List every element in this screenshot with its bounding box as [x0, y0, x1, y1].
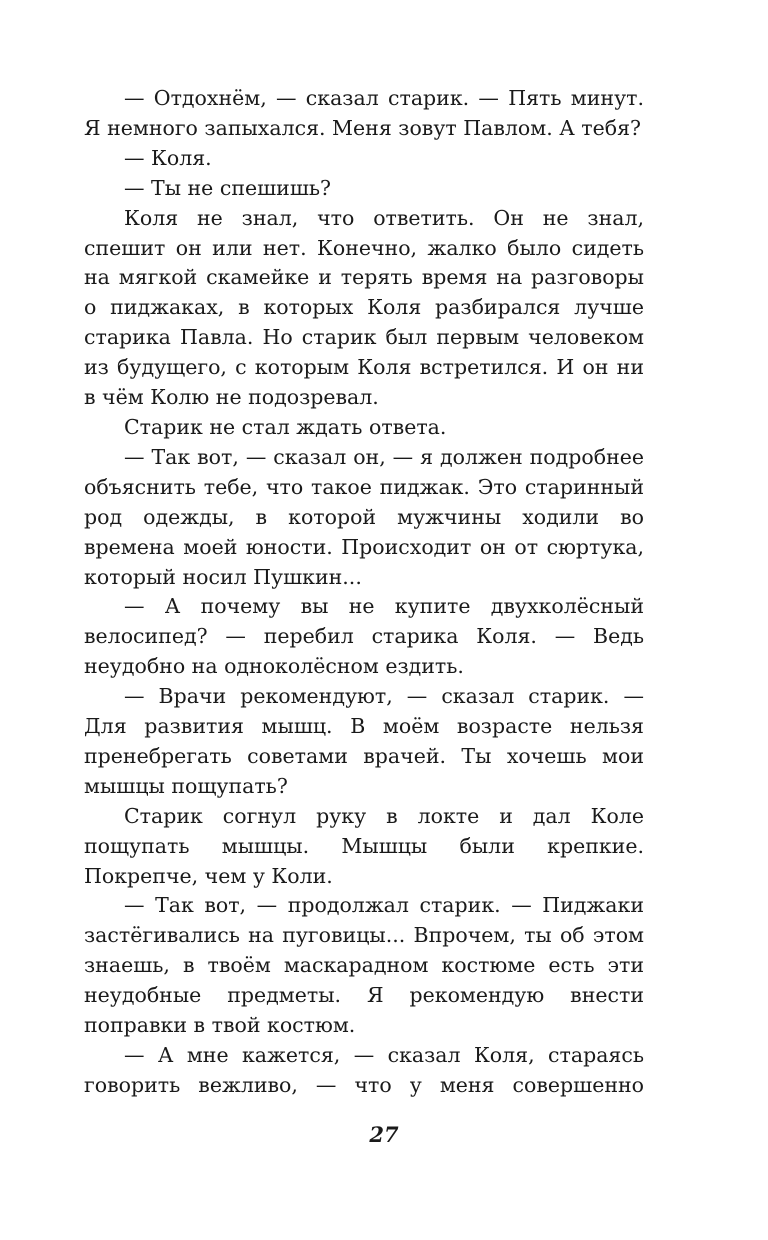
page-number: 27	[369, 1122, 399, 1147]
paragraph: — Так вот, — продолжал старик. — Пиджаки застёгивались на пуговицы... Впрочем, ты об этом знаешь, в твоём маскарадном костюме есть эти неудобные предметы. Я рекомендую внести поправки в твой костюм.	[84, 893, 644, 1038]
book-page-text	[84, 84, 644, 1101]
paragraph-last-line: — А мне кажется, — сказал Коля, стараясь говорить вежливо, — что у меня совершенно	[84, 1043, 644, 1097]
paragraph: — Ты не спешишь?	[124, 175, 332, 200]
paragraph: — А почему вы не купите двухколёсный велосипед? — перебил старика Коля. — Ведь неудобно на одноколёсном ездить.	[84, 594, 644, 679]
paragraph: — Врачи рекомендуют, — сказал старик. — Для развития мышц. В моём возрасте нельзя пренебрегать советами врачей. Ты хочешь мои мышцы пощупать?	[84, 684, 644, 798]
paragraph: — Коля.	[124, 145, 212, 170]
paragraph: — Так вот, — сказал он, — я должен подробнее объяснить тебе, что такое пиджак. Это старинный род одежды, в которой мужчины ходили во времена моей юности. Происходит он от сюртука, который носил Пушкин...	[84, 444, 644, 589]
paragraph: — Отдохнём, — сказал старик. — Пять минут. Я немного запыхался. Меня зовут Павлом. А тебя?	[84, 86, 644, 140]
paragraph: Старик согнул руку в локте и дал Коле пощупать мышцы. Мышцы были крепкие. Покрепче, чем у Коли.	[84, 803, 644, 888]
paragraph: Коля не знал, что ответить. Он не знал, спешит он или нет. Конечно, жалко было сидеть на мягкой скамейке и терять время на разговоры о пиджаках, в которых Коля разбирался лучше старика Павла. Но старик был первым человеком из будущего, с которым Коля встретился. И он ни в чём Колю не подозревал.	[84, 205, 644, 410]
paragraph: Старик не стал ждать ответа.	[124, 414, 447, 439]
